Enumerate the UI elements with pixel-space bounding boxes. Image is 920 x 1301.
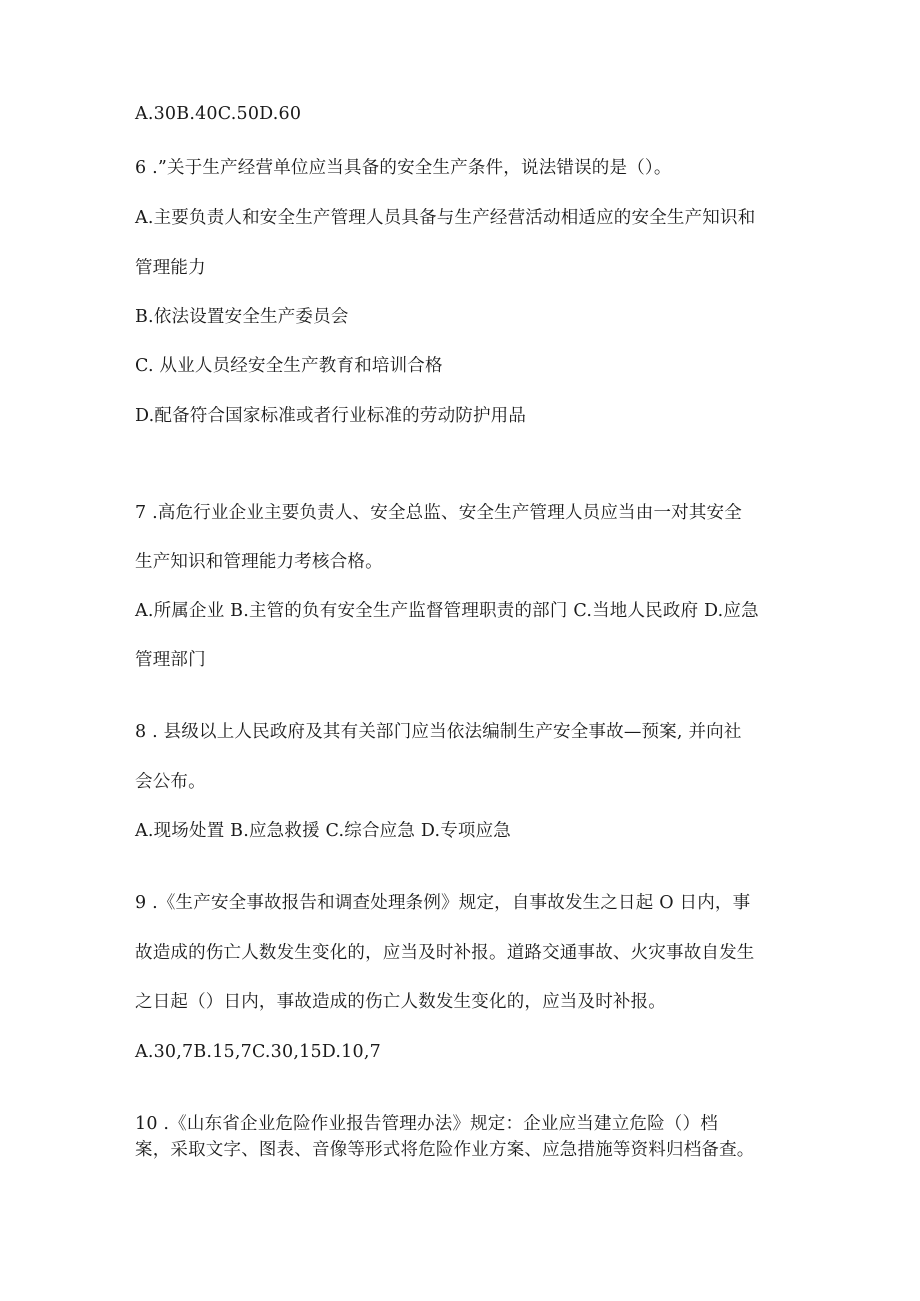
- q5-options: A.30B.40C.50D.60: [135, 104, 302, 124]
- q7-stem-line1: 7 .高危行业企业主要负责人、安全总监、安全生产管理人员应当由一对其安全: [135, 503, 742, 523]
- q8-options: A.现场处置 B.应急救援 C.综合应急 D.专项应急: [135, 821, 512, 841]
- q6-option-b: B.依法设置安全生产委员会: [135, 307, 349, 327]
- q9-options: A.30,7B.15,7C.30,15D.10,7: [135, 1042, 381, 1062]
- q6-option-a-line2: 管理能力: [135, 258, 206, 278]
- q7-stem-line2: 生产知识和管理能力考核合格。: [135, 552, 383, 572]
- q7-options-line2: 管理部门: [135, 650, 206, 670]
- q9-stem-line1: 9 .《生产安全事故报告和调查处理条例》规定，自事故发生之日起 O 日内，事: [135, 893, 751, 913]
- q9-stem-line2: 故造成的伤亡人数发生变化的，应当及时补报。道路交通事故、火灾事故自发生: [135, 943, 755, 963]
- q6-stem: 6 .”关于生产经营单位应当具备的安全生产条件，说法错误的是（）。: [135, 158, 672, 178]
- q8-stem-line1: 8 . 县级以上人民政府及其有关部门应当依法编制生产安全事故—预案, 并向社: [135, 722, 742, 742]
- q6-option-c: C. 从业人员经安全生产教育和培训合格: [135, 356, 443, 376]
- q8-stem-line2: 会公布。: [135, 772, 206, 792]
- q6-option-a-line1: A.主要负责人和安全生产管理人员具备与生产经营活动相适应的安全生产知识和: [135, 208, 756, 228]
- q7-options-line1: A.所属企业 B.主管的负有安全生产监督管理职责的部门 C.当地人民政府 D.应急: [135, 601, 759, 621]
- q10-stem-line1: 10 .《山东省企业危险作业报告管理办法》规定：企业应当建立危险（）档: [135, 1114, 718, 1134]
- q10-stem-line2: 案，采取文字、图表、音像等形式将危险作业方案、应急措施等资料归档备查。: [135, 1140, 755, 1160]
- q9-stem-line3: 之日起（）日内，事故造成的伤亡人数发生变化的，应当及时补报。: [135, 992, 666, 1012]
- q6-option-d: D.配备符合国家标准或者行业标准的劳动防护用品: [135, 406, 527, 426]
